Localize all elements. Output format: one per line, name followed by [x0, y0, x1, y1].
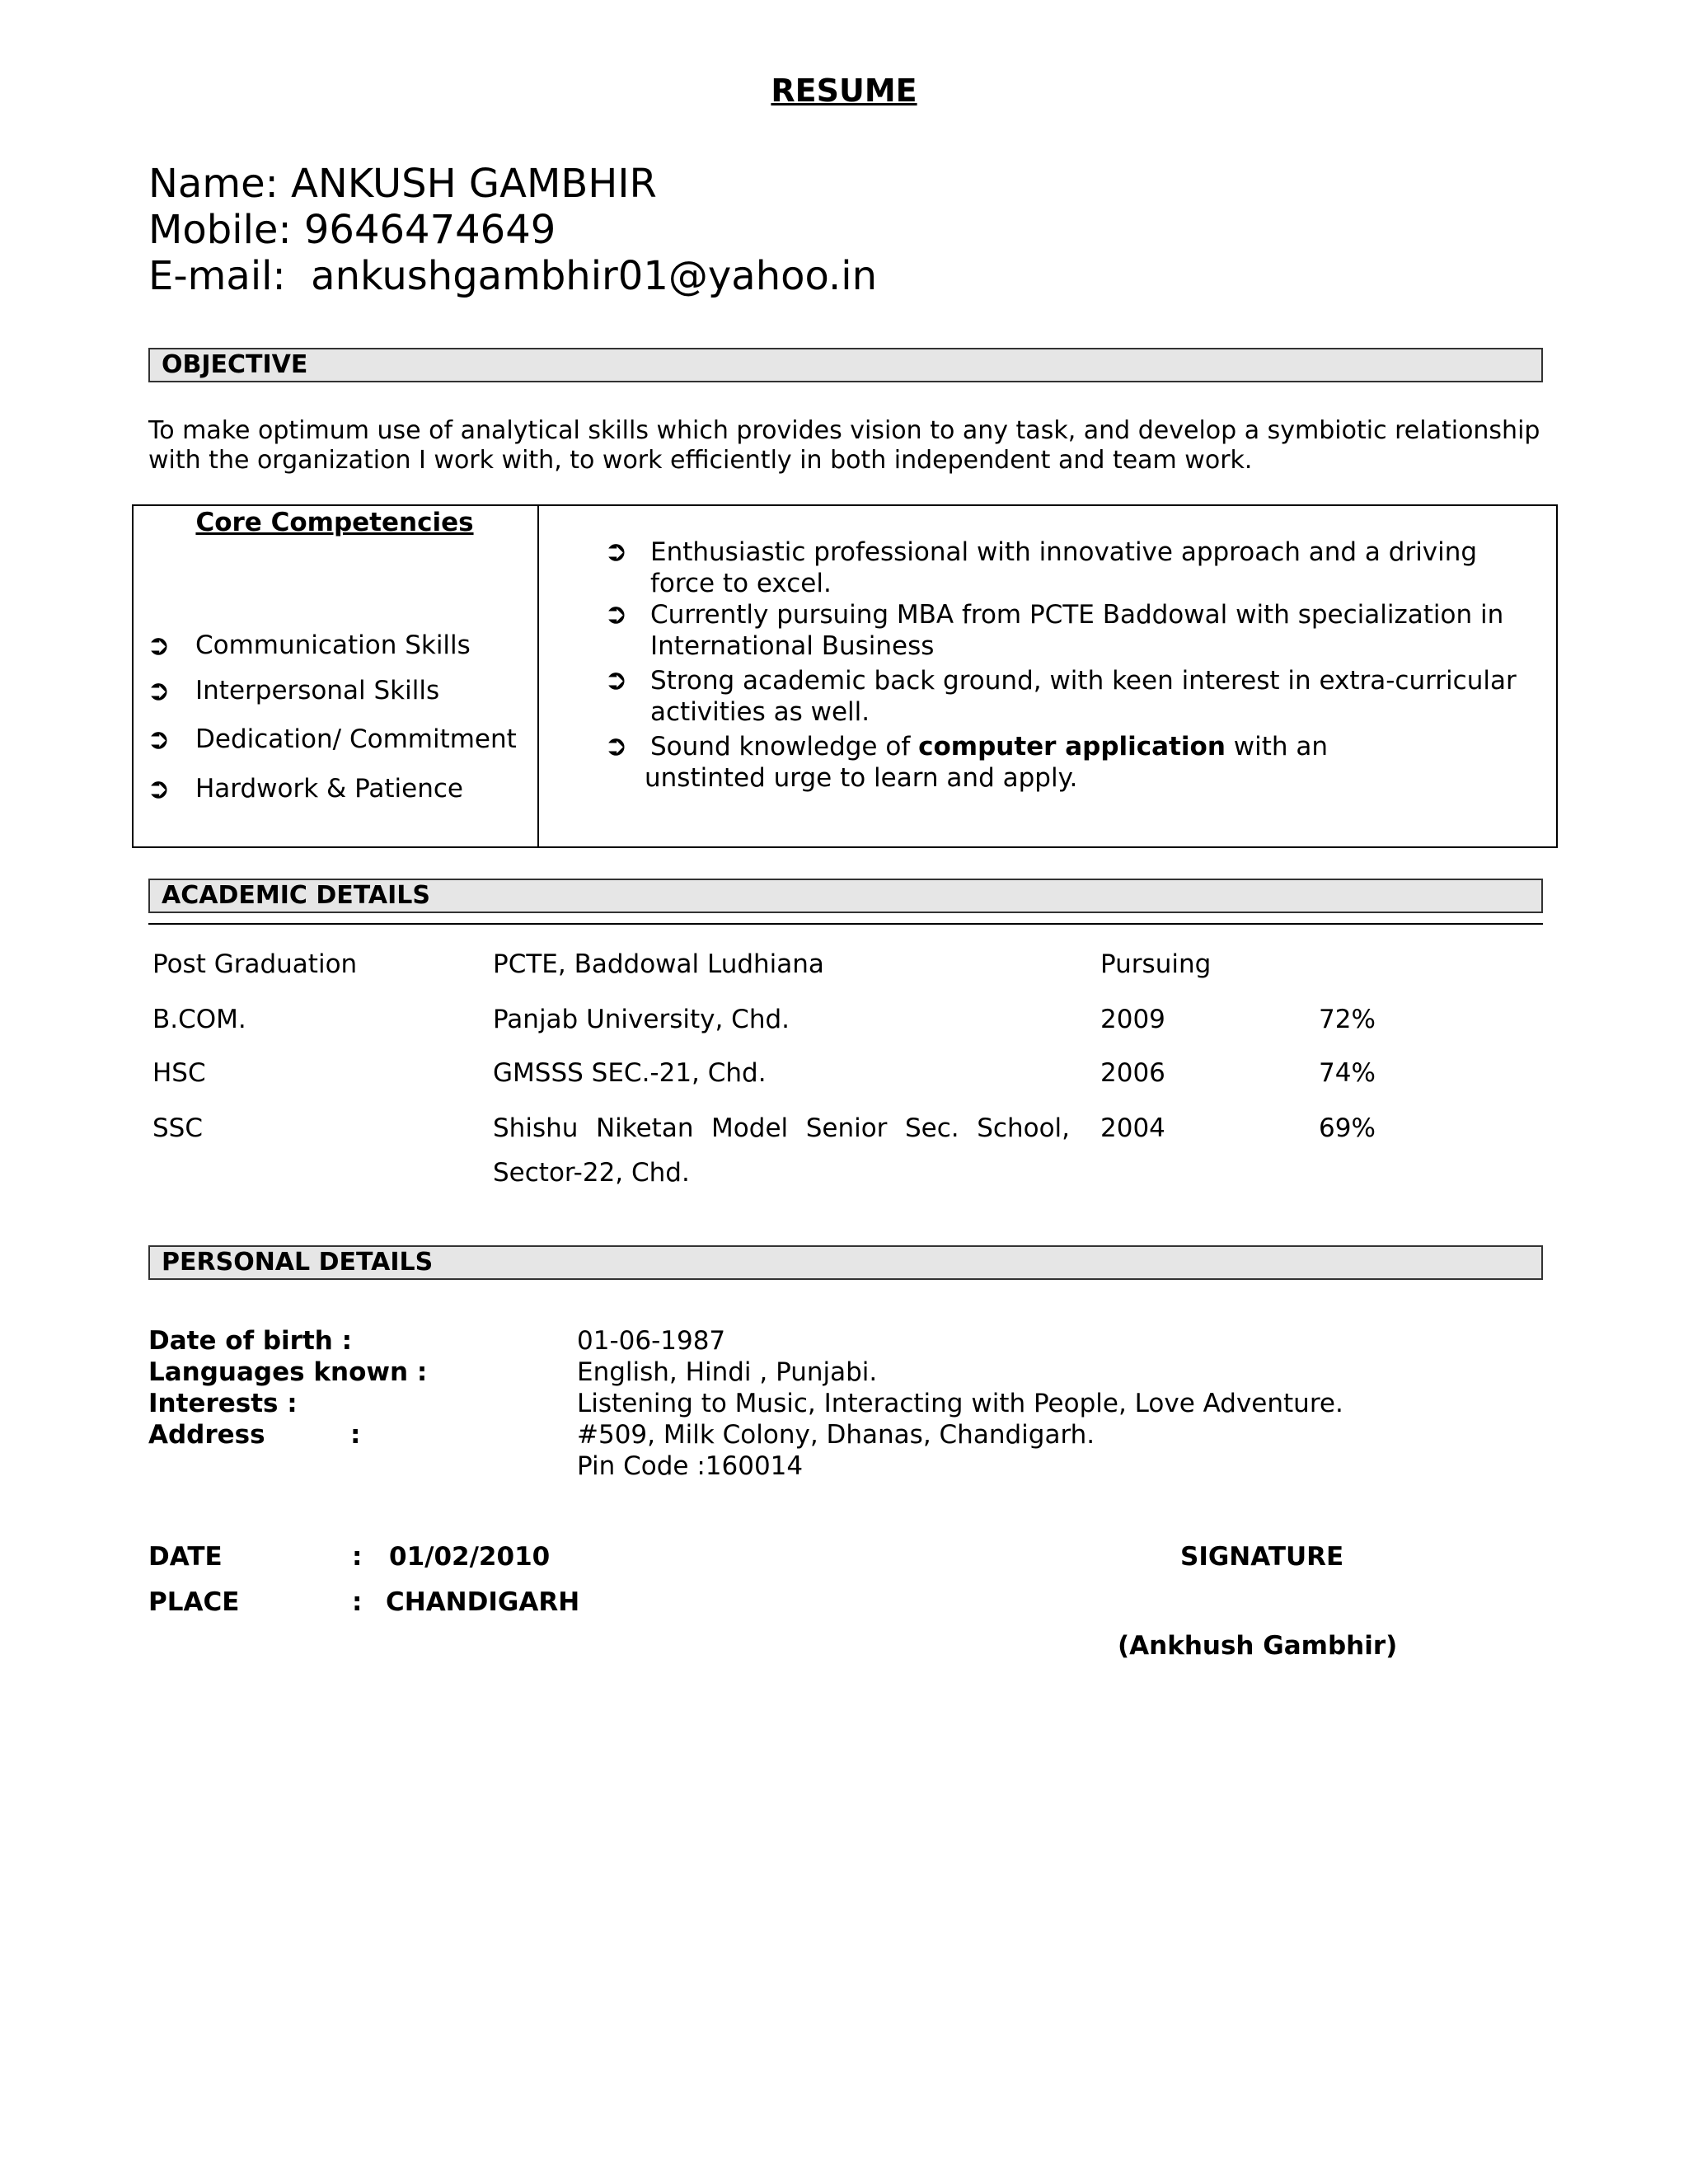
arrow-bullet-icon: ➲ — [604, 729, 628, 762]
mobile-line: Mobile: 9646474649 — [148, 207, 556, 253]
place-value: CHANDIGARH — [386, 1587, 580, 1617]
academic-score: 69% — [1319, 1113, 1376, 1143]
arrow-bullet-icon: ➲ — [147, 723, 171, 756]
date-label: DATE — [148, 1542, 223, 1572]
address-label: Address — [148, 1420, 265, 1450]
signature-name: (Ankhush Gambhir) — [1118, 1631, 1398, 1661]
academic-score: 72% — [1319, 1005, 1376, 1034]
strength-point — [650, 731, 1540, 762]
arrow-bullet-icon: ➲ — [604, 663, 628, 696]
arrow-bullet-icon: ➲ — [147, 674, 171, 707]
strength-point: Currently pursuing MBA from PCTE Baddowal with specialization in International Business — [650, 600, 1504, 661]
objective-heading: OBJECTIVE — [148, 348, 1543, 382]
competency-item: Hardwork & Patience — [195, 774, 463, 804]
competency-item: Interpersonal Skills — [195, 676, 440, 705]
address-value: #509, Milk Colony, Dhanas, Chandigarh. — [577, 1420, 1095, 1450]
strength-continuation: unstinted urge to learn and apply. — [645, 763, 1078, 793]
academic-year: 2009 — [1100, 1005, 1165, 1034]
academic-rule — [148, 923, 1543, 925]
personal-heading: PERSONAL DETAILS — [148, 1245, 1543, 1280]
academic-course: HSC — [152, 1058, 206, 1088]
competencies-divider — [537, 504, 539, 848]
academic-score: 74% — [1319, 1058, 1376, 1088]
place-colon: : — [352, 1587, 363, 1617]
competency-item: Communication Skills — [195, 630, 471, 660]
academic-institute: PCTE, Baddowal Ludhiana — [493, 949, 824, 979]
academic-institute: Panjab University, Chd. — [493, 1005, 790, 1034]
address-colon: : — [350, 1420, 361, 1450]
arrow-bullet-icon: ➲ — [604, 535, 628, 568]
strength-text: with an — [1225, 732, 1329, 762]
strength-text: Sound knowledge of — [650, 732, 919, 762]
name-line: Name: ANKUSH GAMBHIR — [148, 161, 657, 207]
academic-institute: GMSSS SEC.-21, Chd. — [493, 1058, 767, 1088]
languages-value: English, Hindi , Punjabi. — [577, 1357, 878, 1387]
date-colon: : — [352, 1542, 363, 1572]
competencies-heading: Core Competencies — [195, 508, 474, 537]
competency-item: Dedication/ Commitment — [195, 724, 517, 754]
academic-year: 2006 — [1100, 1058, 1165, 1088]
dob-value: 01-06-1987 — [577, 1326, 726, 1356]
arrow-bullet-icon: ➲ — [147, 629, 171, 662]
academic-course: SSC — [152, 1113, 204, 1143]
academic-institute: Shishu Niketan Model Senior Sec. School, — [493, 1113, 1070, 1143]
academic-heading: ACADEMIC DETAILS — [148, 879, 1543, 913]
arrow-bullet-icon: ➲ — [147, 772, 171, 805]
date-value: 01/02/2010 — [389, 1542, 551, 1572]
languages-label: Languages known : — [148, 1357, 428, 1387]
strength-point: Strong academic back ground, with keen interest in extra-curricular activities as well. — [650, 666, 1517, 727]
arrow-bullet-icon: ➲ — [604, 598, 628, 630]
objective-text: To make optimum use of analytical skills which provides vision to any task, and develop a symbiotic relationship with the organization I work with, to work efficiently in both independent and team work. — [148, 416, 1540, 475]
academic-course: B.COM. — [152, 1005, 246, 1034]
resume-title: RESUME — [771, 73, 917, 109]
interests-value: Listening to Music, Interacting with People, Love Adventure. — [577, 1389, 1343, 1418]
academic-year: Pursuing — [1100, 949, 1212, 979]
dob-label: Date of birth : — [148, 1326, 353, 1356]
academic-year: 2004 — [1100, 1113, 1165, 1143]
pincode-value: Pin Code :160014 — [577, 1451, 804, 1481]
academic-course: Post Graduation — [152, 949, 358, 979]
interests-label: Interests : — [148, 1389, 298, 1418]
signature-label: SIGNATURE — [1180, 1542, 1344, 1572]
strength-point: Enthusiastic professional with innovative approach and a driving force to excel. — [650, 537, 1478, 598]
email-line: E-mail: ankushgambhir01@yahoo.in — [148, 253, 878, 299]
academic-institute-line2: Sector-22, Chd. — [493, 1158, 690, 1188]
strength-emphasis: computer application — [918, 732, 1226, 762]
place-label: PLACE — [148, 1587, 240, 1617]
